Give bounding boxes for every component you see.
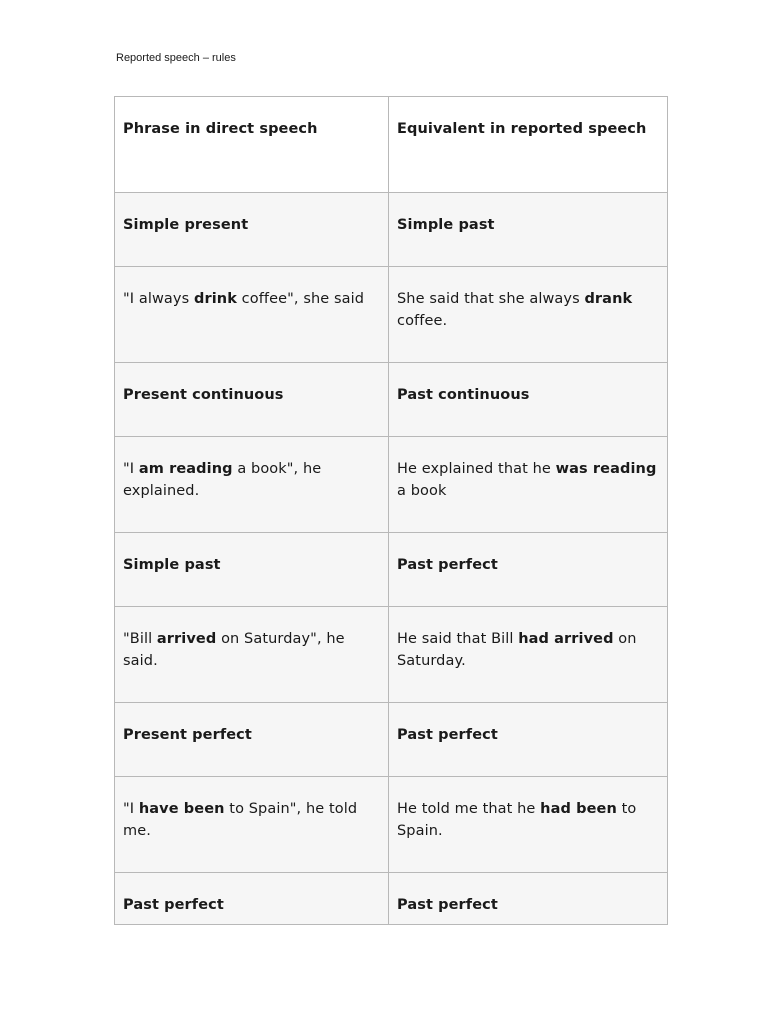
example-text: to Spain", he told me.	[123, 801, 358, 839]
reported-tense-cell: Past perfect	[389, 533, 668, 607]
reported-tense-cell: Simple past	[389, 193, 668, 267]
example-text: coffee", she said	[236, 291, 365, 307]
reported-example-cell	[389, 777, 668, 873]
document-heading: Reported speech – rules	[116, 52, 236, 64]
example-text: He explained that he	[397, 461, 556, 477]
direct-example-cell	[115, 437, 389, 533]
example-text: on Saturday.	[397, 631, 637, 669]
direct-example-cell	[115, 607, 389, 703]
header-reported-speech: Equivalent in reported speech	[389, 97, 668, 193]
example-text: coffee.	[397, 313, 448, 329]
tense-row-past-perfect	[115, 873, 668, 925]
example-text: She said that she always	[397, 291, 585, 307]
highlighted-verb: had been	[540, 801, 617, 817]
reported-example-cell	[389, 437, 668, 533]
highlighted-verb: drink	[193, 291, 237, 307]
tense-row-present-perfect	[115, 703, 668, 777]
highlighted-verb: have been	[138, 801, 225, 817]
highlighted-verb: had arrived	[518, 631, 614, 647]
direct-tense-cell: Simple past	[115, 533, 389, 607]
example-text: "Bill	[123, 631, 157, 647]
tense-row-present-continuous	[115, 363, 668, 437]
highlighted-verb: am reading	[138, 461, 233, 477]
example-text: "I	[123, 801, 139, 817]
tense-row-simple-present	[115, 193, 668, 267]
direct-tense-cell: Simple present	[115, 193, 389, 267]
direct-tense-cell: Present perfect	[115, 703, 389, 777]
tense-row-simple-past	[115, 533, 668, 607]
example-text: a book", he explained.	[123, 461, 322, 499]
direct-example-cell	[115, 267, 389, 363]
example-text: a book	[397, 483, 447, 499]
example-text: He told me that he	[397, 801, 541, 817]
direct-tense-cell: Present continuous	[115, 363, 389, 437]
highlighted-verb: drank	[584, 291, 633, 307]
example-row-present-continuous	[115, 437, 668, 533]
highlighted-verb: was reading	[555, 461, 657, 477]
highlighted-verb: arrived	[156, 631, 217, 647]
reported-tense-cell: Past continuous	[389, 363, 668, 437]
reported-tense-cell: Past perfect	[389, 873, 668, 925]
example-text: He said that Bill	[397, 631, 519, 647]
example-text: to Spain.	[397, 801, 637, 839]
example-text: "I always	[123, 291, 194, 307]
example-row-simple-past	[115, 607, 668, 703]
example-text: on Saturday", he said.	[123, 631, 345, 669]
reported-example-cell	[389, 607, 668, 703]
reported-tense-cell: Past perfect	[389, 703, 668, 777]
header-direct-speech: Phrase in direct speech	[115, 97, 389, 193]
example-text: "I	[123, 461, 139, 477]
example-row-simple-present	[115, 267, 668, 363]
example-row-present-perfect	[115, 777, 668, 873]
reported-speech-rules-table	[114, 96, 668, 925]
direct-example-cell	[115, 777, 389, 873]
direct-tense-cell: Past perfect	[115, 873, 389, 925]
table-header-row	[115, 97, 668, 193]
reported-example-cell	[389, 267, 668, 363]
